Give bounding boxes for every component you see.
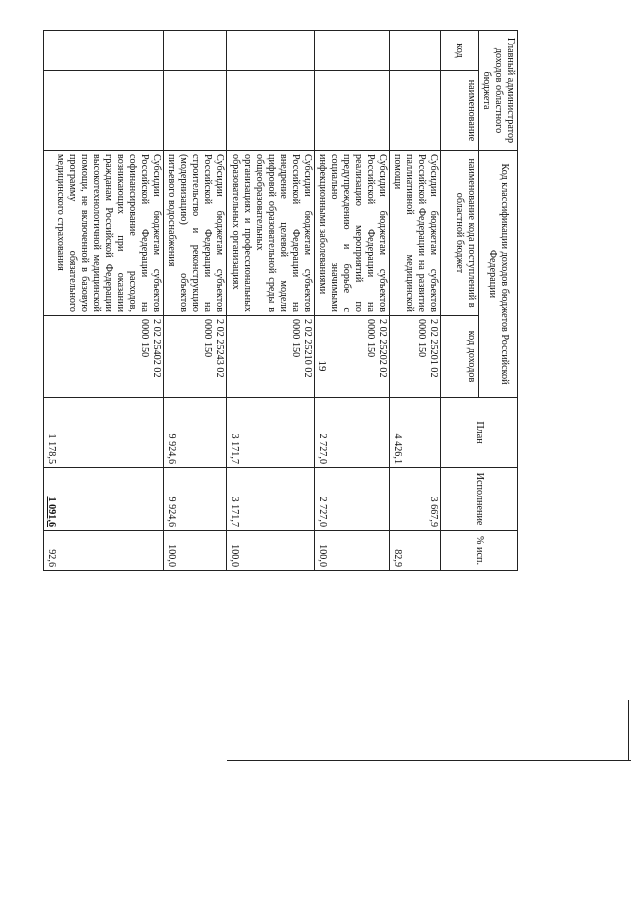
table-row: [227, 31, 315, 571]
row-pct: 100,0: [315, 531, 390, 571]
row-exec: 2 727,0: [315, 468, 390, 531]
row-income-name: Субсидии бюджетам субъектов Российской Федерации на строительство и реконструкцию (модернизацию) объектов питьевого водоснабжения: [164, 151, 227, 316]
row-admin-code: [164, 31, 227, 71]
row-plan: 3 171,7: [227, 398, 315, 468]
row-income-code: 2 02 25201 02 0000 150: [390, 316, 441, 398]
row-plan: 2 727,0: [315, 398, 390, 468]
row-plan: 9 924,6: [164, 398, 227, 468]
code-header: код: [441, 31, 479, 71]
row-income-name: Субсидии бюджетам субъектов Российской Федерации на софинансирование расходов, возникающих при оказании гражданам Российской Федерации высокотехнологичной медицинской помощи, не включенной в базовую программу обязательного медицинского страхования: [44, 151, 164, 316]
income-name-header: наименование кода поступлений в областной бюджет: [441, 151, 479, 316]
table-row: [164, 31, 227, 571]
row-exec: 1 091,6: [44, 468, 164, 531]
row-admin-code: [390, 31, 441, 71]
exec-header: Исполнение: [441, 468, 518, 531]
row-admin-code: [44, 31, 164, 71]
table-row: [44, 31, 164, 571]
row-admin-name: [390, 71, 441, 151]
row-pct: 92,6: [44, 531, 164, 571]
classification-group-header: Код классификации доходов бюджетов Российской Федерации: [479, 151, 518, 398]
row-exec: 3 171,7: [227, 468, 315, 531]
row-income-name: Субсидии бюджетам субъектов Российской Федерации на развитие паллиативной медицинской помощи: [390, 151, 441, 316]
name-header: наименование: [441, 71, 479, 151]
row-plan: 4 426,1: [390, 398, 441, 468]
row-pct: 82,9: [390, 531, 441, 571]
row-exec: 9 924,6: [164, 468, 227, 531]
scan-line-horizontal: [227, 760, 631, 761]
income-table: [43, 30, 518, 571]
row-admin-code: [227, 31, 315, 71]
row-admin-code: [315, 31, 390, 71]
scan-line-vertical: [628, 700, 629, 760]
row-income-name: Субсидии бюджетам субъектов Российской Федерации на внедрение целевой модели цифровой образовательной среды в общеобразовательных организациях и профессиональных образовательных организациях: [227, 151, 315, 316]
pct-header: % исп.: [441, 531, 518, 571]
row-admin-name: [164, 71, 227, 151]
table-row: [390, 31, 441, 571]
row-exec: 3 667,9: [390, 468, 441, 531]
rotated-table-container: [46, 30, 518, 570]
row-admin-name: [315, 71, 390, 151]
row-income-code: 2 02 25202 02 0000 150: [315, 316, 390, 398]
row-income-code: 2 02 25243 02 0000 150: [164, 316, 227, 398]
row-admin-name: [227, 71, 315, 151]
row-plan: 1 178,5: [44, 398, 164, 468]
row-income-name: Субсидии бюджетам субъектов Российской Федерации на реализацию мероприятий по предупреждению и борьбе с социально значимыми инфекционными заболеваниями: [315, 151, 390, 316]
row-pct: 100,0: [164, 531, 227, 571]
plan-header: План: [441, 398, 518, 468]
table-row: [315, 31, 390, 571]
row-pct: 100,0: [227, 531, 315, 571]
admin-group-header: Главный администратор доходов областного бюджета: [479, 31, 518, 151]
row-income-code: 2 02 25402 02 0000 150: [44, 316, 164, 398]
row-admin-name: [44, 71, 164, 151]
row-income-code: 2 02 25210 02 0000 150: [227, 316, 315, 398]
page-number: 19: [316, 360, 328, 372]
income-code-header: код доходов: [441, 316, 479, 398]
